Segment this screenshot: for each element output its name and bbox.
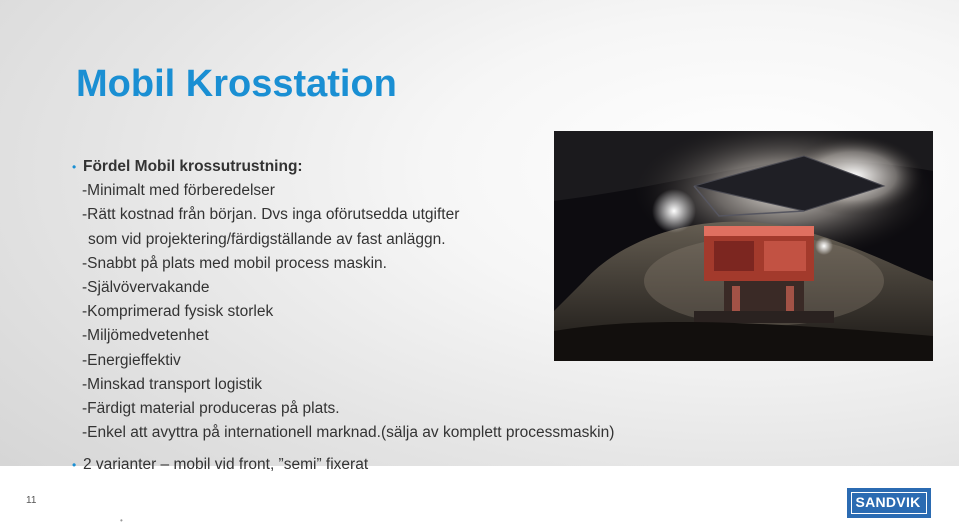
page-number: 11 [26, 495, 37, 506]
crusher-photo [554, 131, 933, 361]
sub-item: -Rätt kostnad från början. Dvs inga oförutsedda utgifter [82, 206, 460, 224]
sub-item: -Minskad transport logistik [82, 375, 263, 393]
bullet-text: 2 varianter – mobil vid front, ”semi” fixerat [83, 456, 369, 474]
sub-item: -Miljömedvetenhet [82, 327, 209, 345]
logo-text: SANDVIK [855, 494, 921, 510]
sub-item: -Självövervakande [82, 279, 210, 297]
empty-bullet-icon: • [120, 516, 123, 525]
sandvik-logo [847, 488, 931, 518]
sub-item: -Komprimerad fysisk storlek [82, 303, 274, 321]
sub-item: -Snabbt på plats med mobil process maskin. [82, 254, 387, 272]
bullet-dot-icon: • [72, 160, 77, 174]
sub-item: -Minimalt med förberedelser [82, 182, 275, 200]
sub-item-continuation: som vid projektering/färdigställande av fast anläggn. [88, 230, 446, 248]
slide-title: Mobil Krosstation [76, 63, 397, 105]
sub-item: -Energieffektiv [82, 351, 181, 369]
bullet-dot-icon: • [72, 458, 77, 473]
bullet-heading: Fördel Mobil krossutrustning: [83, 158, 303, 175]
bullet-item-variants [72, 453, 772, 477]
sub-item: -Färdigt material produceras på plats. [82, 400, 340, 418]
sub-item: -Enkel att avyttra på internationell marknad.(sälja av komplett processmaskin) [82, 424, 615, 442]
